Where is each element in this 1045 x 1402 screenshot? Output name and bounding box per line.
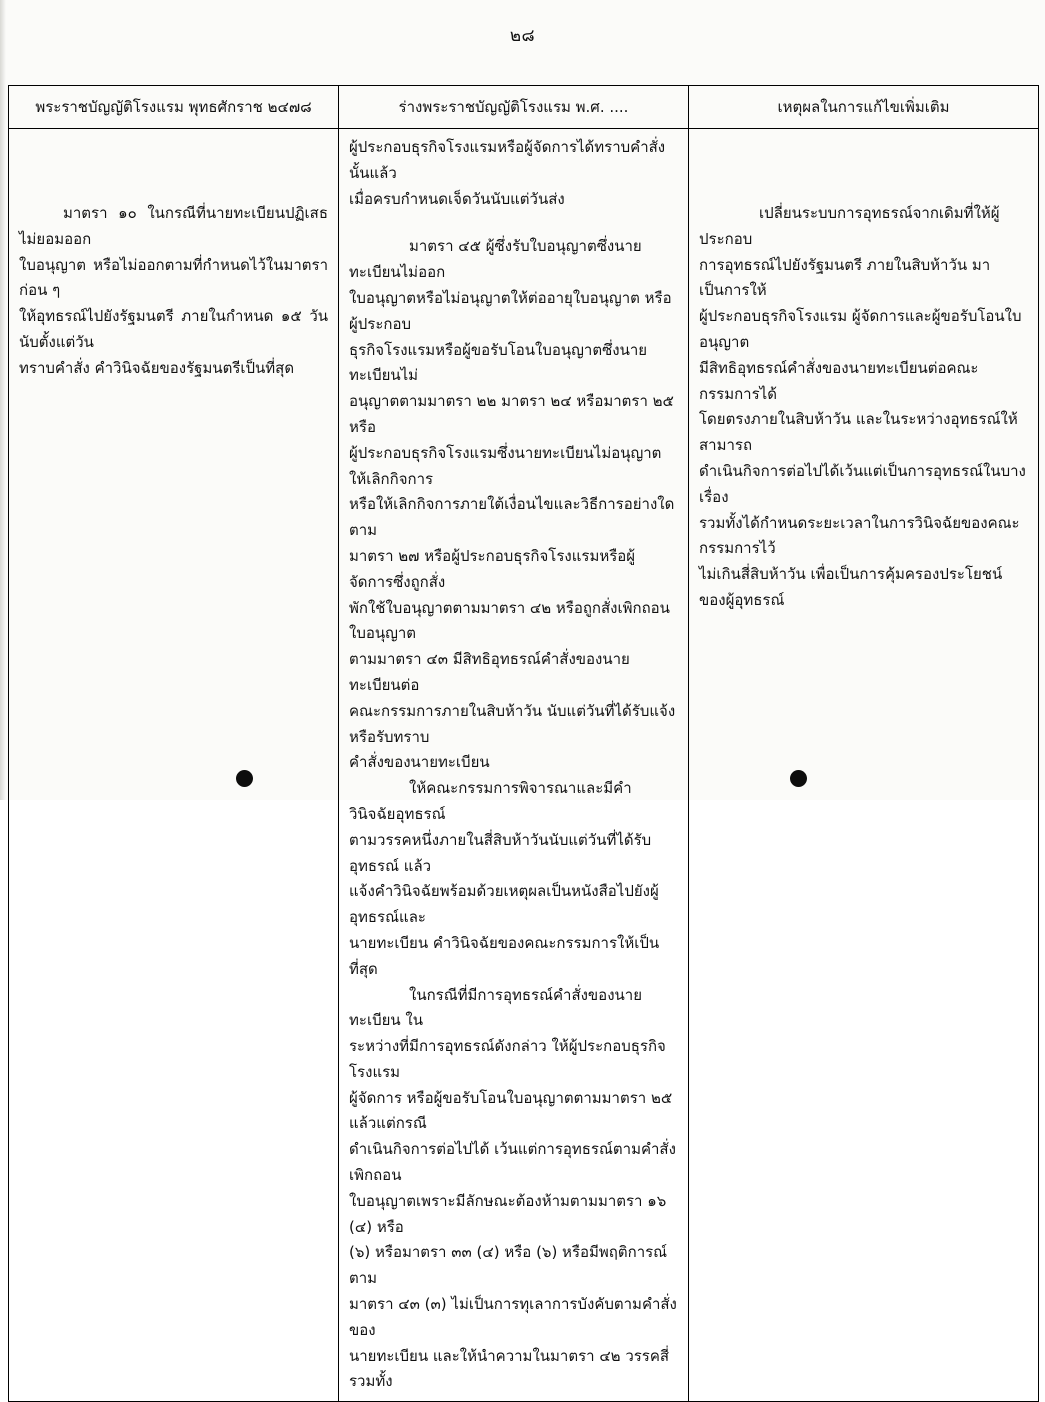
draft-act-line-5: ธุรกิจโรงแรมหรือผู้ขอรับโอนใบอนุญาตซึ่งนายทะเบียนไม่	[349, 340, 648, 385]
draft-act-paragraph-gap	[349, 212, 678, 234]
draft-act-line-21: ดำเนินกิจการต่อไปได้ เว้นแต่การอุทธรณ์ตามคำสั่งเพิกถอน	[349, 1140, 676, 1185]
reason-top-spacer-2	[699, 157, 1028, 179]
draft-act-line-3: มาตรา ๔๕ ผู้ซึ่งรับใบอนุญาตซึ่งนายทะเบียนไม่ออก	[349, 237, 642, 282]
draft-act-line-25: นายทะเบียน และให้นำความในมาตรา ๔๒ วรรคสี่ รวมทั้ง	[349, 1346, 670, 1391]
cell-draft-act	[339, 129, 689, 1402]
reason-line-3: ผู้ประกอบธุรกิจโรงแรม ผู้จัดการและผู้ขอรับโอนใบอนุญาต	[699, 307, 1022, 351]
existing-act-line-2: ใบอนุญาต หรือไม่ออกตามที่กำหนดไว้ในมาตราก่อน ๆ	[19, 255, 328, 300]
draft-act-line-11: ตามมาตรา ๔๓ มีสิทธิอุทธรณ์คำสั่งของนายทะเบียนต่อ	[349, 650, 630, 694]
draft-act-line-7: ผู้ประกอบธุรกิจโรงแรมซึ่งนายทะเบียนไม่อนุญาตให้เลิกกิจการ	[349, 443, 662, 488]
column-header-existing-act: พระราชบัญญัติโรงแรม พุทธศักราช ๒๔๗๘	[9, 86, 339, 129]
existing-act-line-3: ให้อุทธรณ์ไปยังรัฐมนตรี ภายในกำหนด ๑๕ วัน นับตั้งแต่วัน	[19, 307, 328, 351]
draft-act-line-16: แจ้งคำวินิจฉัยพร้อมด้วยเหตุผลเป็นหนังสือไปยังผู้อุทธรณ์และ	[349, 882, 659, 927]
reason-line-5: โดยตรงภายในสิบห้าวัน และในระหว่างอุทธรณ์ให้สามารถ	[699, 410, 1018, 455]
draft-act-line-6: อนุญาตตามมาตรา ๒๒ มาตรา ๒๔ หรือมาตรา ๒๕ หรือ	[349, 392, 674, 436]
draft-act-line-17: นายทะเบียน คำวินิจฉัยของคณะกรรมการให้เป็นที่สุด	[349, 933, 660, 978]
binder-hole-left	[236, 770, 253, 787]
reason-line-1: เปลี่ยนระบบการอุทธรณ์จากเดิมที่ให้ผู้ประกอบ	[699, 204, 1000, 248]
draft-act-line-22: ใบอนุญาตเพราะมีลักษณะต้องห้ามตามมาตรา ๑๖ (๔) หรือ	[349, 1191, 667, 1236]
draft-act-line-24: มาตรา ๔๓ (๓) ไม่เป็นการทุเลาการบังคับตามคำสั่งของ	[349, 1295, 677, 1339]
cell-top-spacer-3	[19, 179, 328, 201]
draft-act-line-14: ให้คณะกรรมการพิจารณาและมีคำวินิจฉัยอุทธรณ์	[349, 779, 632, 823]
page-edge-shading	[0, 0, 6, 800]
draft-act-line-2: เมื่อครบกำหนดเจ็ดวันนับแต่วันส่ง	[349, 189, 565, 208]
existing-act-line-1: มาตรา ๑๐ ในกรณีที่นายทะเบียนปฏิเสธไม่ยอมออก	[19, 204, 328, 248]
reason-top-spacer-3	[699, 179, 1028, 201]
existing-act-line-4: ทราบคำสั่ง คำวินิจฉัยของรัฐมนตรีเป็นที่สุด	[19, 358, 295, 377]
comparison-table	[8, 85, 1039, 1402]
draft-act-line-13: คำสั่งของนายทะเบียน	[349, 753, 490, 772]
draft-act-line-15: ตามวรรคหนึ่งภายในสี่สิบห้าวันนับแต่วันที่ได้รับอุทธรณ์ แล้ว	[349, 830, 652, 875]
page-number: ๒๘	[509, 26, 536, 46]
reason-line-2: การอุทธรณ์ไปยังรัฐมนตรี ภายในสิบห้าวัน มาเป็นการให้	[699, 255, 991, 300]
reason-top-spacer	[699, 135, 1028, 157]
reason-line-6: ดำเนินกิจการต่อไปได้เว้นแต่เป็นการอุทธรณ์ในบางเรื่อง	[699, 461, 1026, 506]
draft-act-line-9: มาตรา ๒๗ หรือผู้ประกอบธุรกิจโรงแรมหรือผู้จัดการซึ่งถูกสั่ง	[349, 546, 636, 591]
draft-act-line-4: ใบอนุญาตหรือไม่อนุญาตให้ต่ออายุใบอนุญาต หรือผู้ประกอบ	[349, 288, 672, 333]
draft-act-line-10: พักใช้ใบอนุญาตตามมาตรา ๔๒ หรือถูกสั่งเพิกถอนใบอนุญาต	[349, 598, 670, 643]
binder-hole-right	[790, 770, 807, 787]
draft-act-line-8: หรือให้เลิกกิจการภายใต้เงื่อนไขและวิธีการอย่างใดตาม	[349, 495, 675, 540]
draft-act-line-23: (๖) หรือมาตรา ๓๓ (๔) หรือ (๖) หรือมีพฤติการณ์ตาม	[349, 1243, 668, 1288]
cell-reason	[689, 129, 1039, 1402]
draft-act-line-20: ผู้จัดการ หรือผู้ขอรับโอนใบอนุญาตตามมาตรา ๒๕ แล้วแต่กรณี	[349, 1088, 673, 1133]
column-header-draft-act: ร่างพระราชบัญญัติโรงแรม พ.ศ. ....	[339, 86, 689, 129]
column-header-reason: เหตุผลในการแก้ไขเพิ่มเติม	[689, 86, 1039, 129]
table-row	[9, 129, 1039, 1402]
draft-act-line-1: ผู้ประกอบธุรกิจโรงแรมหรือผู้จัดการได้ทราบคำสั่งนั้นแล้ว	[349, 138, 666, 182]
cell-top-spacer-2	[19, 157, 328, 179]
cell-top-spacer	[19, 135, 328, 157]
reason-line-7: รวมทั้งได้กำหนดระยะเวลาในการวินิจฉัยของคณะกรรมการไว้	[699, 513, 1020, 558]
cell-existing-act	[9, 129, 339, 1402]
table-header-row	[9, 86, 1039, 129]
reason-line-4: มีสิทธิอุทธรณ์คำสั่งของนายทะเบียนต่อคณะกรรมการได้	[699, 358, 979, 403]
draft-act-line-12: คณะกรรมการภายในสิบห้าวัน นับแต่วันที่ได้รับแจ้งหรือรับทราบ	[349, 701, 676, 746]
reason-line-8: ไม่เกินสี่สิบห้าวัน เพื่อเป็นการคุ้มครองประโยชน์ของผู้อุทธรณ์	[699, 565, 1003, 609]
draft-act-line-19: ระหว่างที่มีการอุทธรณ์ดังกล่าว ให้ผู้ประกอบธุรกิจโรงแรม	[349, 1037, 666, 1081]
draft-act-line-18: ในกรณีที่มีการอุทธรณ์คำสั่งของนายทะเบียน ใน	[349, 985, 642, 1030]
